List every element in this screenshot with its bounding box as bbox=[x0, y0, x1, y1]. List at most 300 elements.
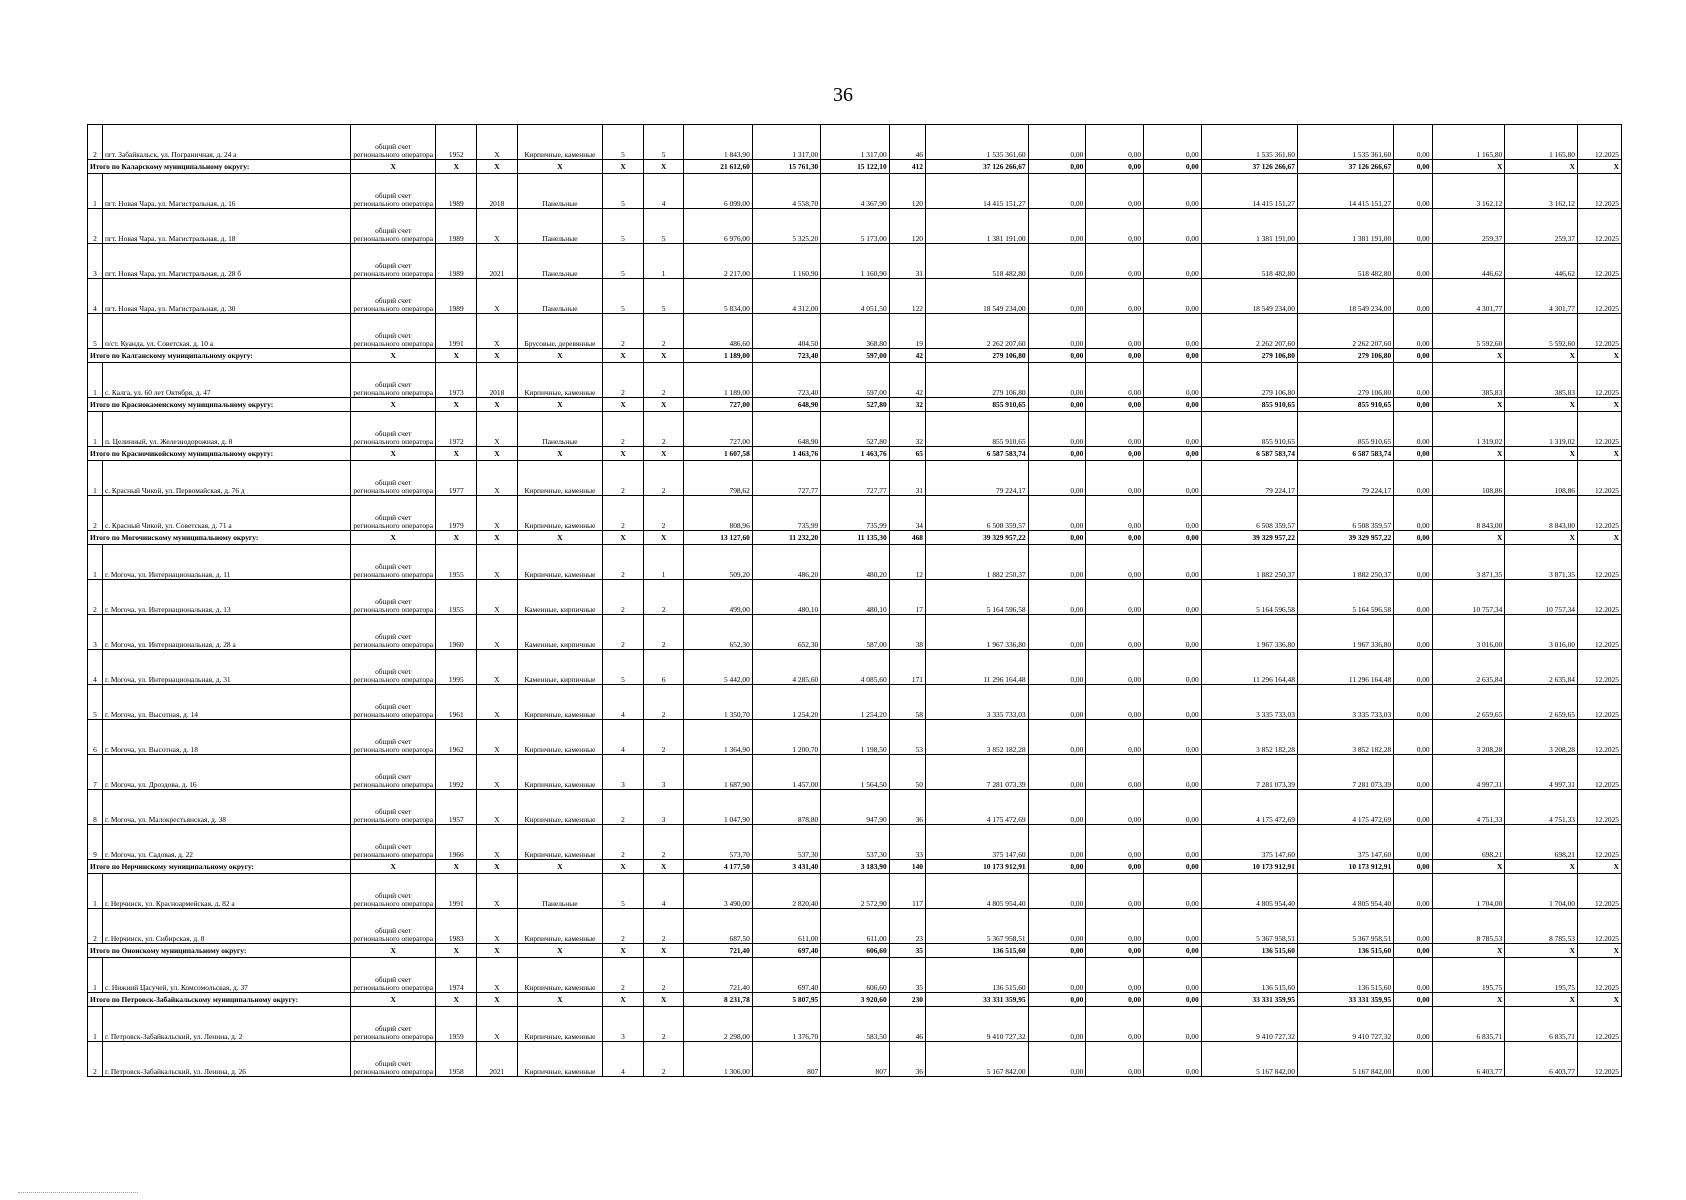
cell-addr: с. Нижний Цасучей, ул. Комсомольская, д. 37 bbox=[102, 958, 350, 993]
cell-f2: 0,00 bbox=[1086, 993, 1144, 1007]
table-row bbox=[88, 363, 1622, 398]
cell-date: 12.2025 bbox=[1578, 496, 1622, 531]
cell-f5: 4 805 954,40 bbox=[1297, 874, 1393, 909]
cell-f6: 0,00 bbox=[1394, 580, 1432, 615]
cell-date: X bbox=[1578, 531, 1622, 545]
cell-a3: 480,20 bbox=[821, 545, 889, 580]
cell-f3: 0,00 bbox=[1144, 720, 1202, 755]
cell-n: 1 bbox=[88, 1007, 103, 1042]
cell-total: 10 173 912,91 bbox=[925, 860, 1028, 874]
cell-total: 3 335 733,03 bbox=[925, 685, 1028, 720]
district-total-row bbox=[88, 531, 1622, 545]
cell-f2: 0,00 bbox=[1086, 790, 1144, 825]
cell-f2: 0,00 bbox=[1086, 174, 1144, 209]
cell-f1: 0,00 bbox=[1028, 447, 1086, 461]
cell-n: 1 bbox=[88, 412, 103, 447]
cell-u2: 8 785,53 bbox=[1505, 909, 1578, 944]
cell-total: 1 967 336,80 bbox=[925, 615, 1028, 650]
cell-n: 2 bbox=[88, 909, 103, 944]
cell-f2: 0,00 bbox=[1086, 720, 1144, 755]
cell-recon: X bbox=[477, 209, 518, 244]
cell-year: 1977 bbox=[436, 461, 477, 496]
cell-year: 1989 bbox=[436, 279, 477, 314]
cell-a3: 1 254,20 bbox=[821, 685, 889, 720]
cell-f3: 0,00 bbox=[1144, 461, 1202, 496]
cell-total: 5 367 958,51 bbox=[925, 909, 1028, 944]
cell-label: Итого по Красночикойскому муниципальному округу: bbox=[88, 447, 351, 461]
cell-a3: 1 160,90 bbox=[821, 244, 889, 279]
cell-res: 33 bbox=[889, 825, 925, 860]
cell-f5: 6 508 359,57 bbox=[1297, 496, 1393, 531]
cell-f5: 79 224,17 bbox=[1297, 461, 1393, 496]
cell-a2: 611,00 bbox=[752, 909, 820, 944]
cell-f6: 0,00 bbox=[1394, 531, 1432, 545]
cell-date: 12.2025 bbox=[1578, 825, 1622, 860]
cell-f4: 5 164 596,58 bbox=[1201, 580, 1297, 615]
cell-f5: 11 296 164,48 bbox=[1297, 650, 1393, 685]
cell-a3: 807 bbox=[821, 1042, 889, 1077]
cell-a3: 611,00 bbox=[821, 909, 889, 944]
cell-entr: 1 bbox=[643, 545, 684, 580]
table-row bbox=[88, 209, 1622, 244]
cell-f4: 33 331 359,95 bbox=[1201, 993, 1297, 1007]
cell-a3: 2 572,90 bbox=[821, 874, 889, 909]
cell-year: 1989 bbox=[436, 209, 477, 244]
cell-n: 3 bbox=[88, 244, 103, 279]
cell-u1: 8 785,53 bbox=[1432, 909, 1505, 944]
cell-method: общий счет регионального оператора bbox=[350, 958, 436, 993]
cell-f1: 0,00 bbox=[1028, 993, 1086, 1007]
cell-res: 42 bbox=[889, 363, 925, 398]
cell-f2: 0,00 bbox=[1086, 755, 1144, 790]
cell-u2: 259,37 bbox=[1505, 209, 1578, 244]
cell-f5: 136 515,60 bbox=[1297, 944, 1393, 958]
cell-res: 58 bbox=[889, 685, 925, 720]
cell-a1: 3 490,00 bbox=[684, 874, 752, 909]
cell-method: X bbox=[350, 160, 436, 174]
cell-a1: 1 189,00 bbox=[684, 349, 752, 363]
cell-f5: 279 106,80 bbox=[1297, 363, 1393, 398]
cell-f4: 3 335 733,03 bbox=[1201, 685, 1297, 720]
cell-method: общий счет регионального оператора bbox=[350, 720, 436, 755]
cell-f2: 0,00 bbox=[1086, 496, 1144, 531]
cell-f5: 14 415 151,27 bbox=[1297, 174, 1393, 209]
cell-f3: 0,00 bbox=[1144, 993, 1202, 1007]
cell-f1: 0,00 bbox=[1028, 825, 1086, 860]
district-total-row bbox=[88, 944, 1622, 958]
cell-entr: X bbox=[643, 447, 684, 461]
cell-u2: X bbox=[1505, 944, 1578, 958]
cell-floors: 4 bbox=[603, 685, 644, 720]
cell-year: X bbox=[436, 398, 477, 412]
cell-addr: пгт. Новая Чара, ул. Магистральная, д. 18 bbox=[102, 209, 350, 244]
cell-a2: 807 bbox=[752, 1042, 820, 1077]
cell-n: 3 bbox=[88, 615, 103, 650]
cell-wall: Кирпичные, каменные bbox=[517, 363, 603, 398]
cell-wall: Панельные bbox=[517, 209, 603, 244]
cell-f4: 375 147,60 bbox=[1201, 825, 1297, 860]
cell-total: 518 482,80 bbox=[925, 244, 1028, 279]
cell-wall: Кирпичные, каменные bbox=[517, 755, 603, 790]
cell-wall: X bbox=[517, 944, 603, 958]
cell-a1: 6 099,00 bbox=[684, 174, 752, 209]
cell-u2: 3 208,28 bbox=[1505, 720, 1578, 755]
cell-res: 34 bbox=[889, 496, 925, 531]
cell-f1: 0,00 bbox=[1028, 279, 1086, 314]
cell-entr: 5 bbox=[643, 125, 684, 160]
cell-res: 140 bbox=[889, 860, 925, 874]
cell-u2: 4 301,77 bbox=[1505, 279, 1578, 314]
cell-a1: 13 127,60 bbox=[684, 531, 752, 545]
cell-floors: 2 bbox=[603, 461, 644, 496]
cell-label: Итого по Петровск-Забайкальскому муниципальному округу: bbox=[88, 993, 351, 1007]
cell-n: 1 bbox=[88, 461, 103, 496]
cell-year: 1992 bbox=[436, 755, 477, 790]
cell-date: X bbox=[1578, 993, 1622, 1007]
cell-f3: 0,00 bbox=[1144, 209, 1202, 244]
cell-a1: 2 298,00 bbox=[684, 1007, 752, 1042]
cell-a3: 537,30 bbox=[821, 825, 889, 860]
cell-f4: 3 852 182,28 bbox=[1201, 720, 1297, 755]
cell-date: X bbox=[1578, 160, 1622, 174]
cell-method: общий счет регионального оператора bbox=[350, 615, 436, 650]
cell-year: X bbox=[436, 860, 477, 874]
cell-entr: X bbox=[643, 860, 684, 874]
cell-n: 2 bbox=[88, 209, 103, 244]
cell-u2: 6 403,77 bbox=[1505, 1042, 1578, 1077]
cell-a3: 597,00 bbox=[821, 349, 889, 363]
cell-date: 12.2025 bbox=[1578, 1042, 1622, 1077]
cell-f5: 1 882 250,37 bbox=[1297, 545, 1393, 580]
cell-f1: 0,00 bbox=[1028, 160, 1086, 174]
cell-date: 12.2025 bbox=[1578, 279, 1622, 314]
cell-total: 855 910,65 bbox=[925, 412, 1028, 447]
cell-f2: 0,00 bbox=[1086, 160, 1144, 174]
cell-entr: 2 bbox=[643, 958, 684, 993]
cell-addr: г. Нерчинск, ул. Сибирская, д. 8 bbox=[102, 909, 350, 944]
cell-f1: 0,00 bbox=[1028, 958, 1086, 993]
cell-n: 1 bbox=[88, 174, 103, 209]
cell-res: 468 bbox=[889, 531, 925, 545]
cell-a3: 11 135,30 bbox=[821, 531, 889, 545]
cell-a3: 4 367,90 bbox=[821, 174, 889, 209]
cell-entr: 5 bbox=[643, 279, 684, 314]
cell-u1: 3 208,28 bbox=[1432, 720, 1505, 755]
cell-entr: 2 bbox=[643, 615, 684, 650]
cell-f1: 0,00 bbox=[1028, 1042, 1086, 1077]
cell-wall: X bbox=[517, 447, 603, 461]
cell-u2: 3 162,12 bbox=[1505, 174, 1578, 209]
cell-res: 171 bbox=[889, 650, 925, 685]
cell-total: 11 296 164,48 bbox=[925, 650, 1028, 685]
cell-u2: 1 165,80 bbox=[1505, 125, 1578, 160]
cell-year: 1966 bbox=[436, 825, 477, 860]
cell-method: X bbox=[350, 349, 436, 363]
cell-year: X bbox=[436, 447, 477, 461]
cell-u1: 10 757,34 bbox=[1432, 580, 1505, 615]
cell-a2: 648,90 bbox=[752, 398, 820, 412]
cell-res: 65 bbox=[889, 447, 925, 461]
cell-addr: пгт. Забайкальск, ул. Пограничная, д. 24 а bbox=[102, 125, 350, 160]
cell-method: общий счет регионального оператора bbox=[350, 412, 436, 447]
cell-a2: 5 807,95 bbox=[752, 993, 820, 1007]
cell-year: 1974 bbox=[436, 958, 477, 993]
cell-res: 12 bbox=[889, 545, 925, 580]
cell-f6: 0,00 bbox=[1394, 790, 1432, 825]
cell-f4: 5 167 842,00 bbox=[1201, 1042, 1297, 1077]
cell-f1: 0,00 bbox=[1028, 909, 1086, 944]
cell-res: 120 bbox=[889, 209, 925, 244]
cell-recon: X bbox=[477, 314, 518, 349]
capital-repair-table-wrapper bbox=[87, 124, 1622, 1077]
cell-floors: 5 bbox=[603, 279, 644, 314]
cell-f5: 1 967 336,80 bbox=[1297, 615, 1393, 650]
cell-res: 31 bbox=[889, 244, 925, 279]
cell-f5: 136 515,60 bbox=[1297, 958, 1393, 993]
cell-a2: 480,10 bbox=[752, 580, 820, 615]
cell-f1: 0,00 bbox=[1028, 580, 1086, 615]
cell-floors: X bbox=[603, 160, 644, 174]
cell-year: 1973 bbox=[436, 363, 477, 398]
cell-a2: 697,40 bbox=[752, 944, 820, 958]
cell-f4: 279 106,80 bbox=[1201, 363, 1297, 398]
cell-a3: 5 173,00 bbox=[821, 209, 889, 244]
cell-n: 5 bbox=[88, 685, 103, 720]
cell-f6: 0,00 bbox=[1394, 545, 1432, 580]
cell-entr: 2 bbox=[643, 412, 684, 447]
cell-entr: 5 bbox=[643, 209, 684, 244]
cell-f1: 0,00 bbox=[1028, 860, 1086, 874]
cell-label: Итого по Нерчинскому муниципальному округу: bbox=[88, 860, 351, 874]
cell-method: общий счет регионального оператора bbox=[350, 496, 436, 531]
cell-total: 9 410 727,32 bbox=[925, 1007, 1028, 1042]
cell-recon: X bbox=[477, 349, 518, 363]
cell-method: общий счет регионального оператора bbox=[350, 314, 436, 349]
cell-method: общий счет регионального оператора bbox=[350, 755, 436, 790]
cell-date: 12.2025 bbox=[1578, 545, 1622, 580]
cell-f3: 0,00 bbox=[1144, 314, 1202, 349]
cell-n: 4 bbox=[88, 650, 103, 685]
table-row bbox=[88, 825, 1622, 860]
cell-floors: 3 bbox=[603, 1007, 644, 1042]
cell-wall: X bbox=[517, 860, 603, 874]
cell-a3: 735,99 bbox=[821, 496, 889, 531]
cell-floors: X bbox=[603, 349, 644, 363]
cell-year: 1972 bbox=[436, 412, 477, 447]
cell-n: 2 bbox=[88, 1042, 103, 1077]
cell-n: 1 bbox=[88, 545, 103, 580]
cell-f3: 0,00 bbox=[1144, 615, 1202, 650]
cell-f2: 0,00 bbox=[1086, 244, 1144, 279]
cell-f6: 0,00 bbox=[1394, 496, 1432, 531]
cell-f6: 0,00 bbox=[1394, 720, 1432, 755]
cell-a2: 3 431,40 bbox=[752, 860, 820, 874]
cell-u1: X bbox=[1432, 349, 1505, 363]
cell-u1: 3 162,12 bbox=[1432, 174, 1505, 209]
cell-a1: 1 189,00 bbox=[684, 363, 752, 398]
cell-date: 12.2025 bbox=[1578, 755, 1622, 790]
cell-a3: 4 085,60 bbox=[821, 650, 889, 685]
cell-wall: Панельные bbox=[517, 244, 603, 279]
cell-floors: 2 bbox=[603, 412, 644, 447]
cell-year: X bbox=[436, 993, 477, 1007]
cell-res: 36 bbox=[889, 790, 925, 825]
cell-f1: 0,00 bbox=[1028, 363, 1086, 398]
cell-a3: 727,77 bbox=[821, 461, 889, 496]
cell-u2: X bbox=[1505, 447, 1578, 461]
cell-f6: 0,00 bbox=[1394, 944, 1432, 958]
cell-u1: 3 871,35 bbox=[1432, 545, 1505, 580]
cell-addr: г. Могоча, ул. Высотная, д. 14 bbox=[102, 685, 350, 720]
cell-recon: X bbox=[477, 398, 518, 412]
cell-f4: 518 482,80 bbox=[1201, 244, 1297, 279]
cell-f1: 0,00 bbox=[1028, 790, 1086, 825]
cell-f3: 0,00 bbox=[1144, 650, 1202, 685]
cell-f1: 0,00 bbox=[1028, 685, 1086, 720]
cell-f3: 0,00 bbox=[1144, 944, 1202, 958]
cell-u1: 6 403,77 bbox=[1432, 1042, 1505, 1077]
cell-a2: 4 558,70 bbox=[752, 174, 820, 209]
cell-f2: 0,00 bbox=[1086, 685, 1144, 720]
cell-f5: 375 147,60 bbox=[1297, 825, 1393, 860]
cell-a1: 1 047,90 bbox=[684, 790, 752, 825]
cell-f4: 6 508 359,57 bbox=[1201, 496, 1297, 531]
cell-floors: 2 bbox=[603, 790, 644, 825]
cell-recon: X bbox=[477, 685, 518, 720]
table-row bbox=[88, 1042, 1622, 1077]
cell-f3: 0,00 bbox=[1144, 860, 1202, 874]
cell-total: 5 164 596,58 bbox=[925, 580, 1028, 615]
cell-f3: 0,00 bbox=[1144, 349, 1202, 363]
cell-year: 1979 bbox=[436, 496, 477, 531]
cell-a3: 15 122,10 bbox=[821, 160, 889, 174]
cell-a3: 3 183,90 bbox=[821, 860, 889, 874]
table-row bbox=[88, 874, 1622, 909]
cell-f4: 855 910,65 bbox=[1201, 398, 1297, 412]
cell-res: 53 bbox=[889, 720, 925, 755]
cell-total: 1 535 361,60 bbox=[925, 125, 1028, 160]
cell-entr: 2 bbox=[643, 909, 684, 944]
cell-recon: X bbox=[477, 650, 518, 685]
cell-method: общий счет регионального оператора bbox=[350, 363, 436, 398]
cell-addr: г. Могоча, ул. Высотная, д. 18 bbox=[102, 720, 350, 755]
cell-a2: 1 317,00 bbox=[752, 125, 820, 160]
cell-recon: X bbox=[477, 279, 518, 314]
cell-n: 9 bbox=[88, 825, 103, 860]
cell-entr: X bbox=[643, 993, 684, 1007]
cell-a2: 648,90 bbox=[752, 412, 820, 447]
cell-a3: 368,80 bbox=[821, 314, 889, 349]
cell-entr: 2 bbox=[643, 363, 684, 398]
cell-addr: пгт. Новая Чара, ул. Магистральная, д. 16 bbox=[102, 174, 350, 209]
cell-f1: 0,00 bbox=[1028, 398, 1086, 412]
cell-method: общий счет регионального оператора bbox=[350, 545, 436, 580]
cell-label: Итого по Краснокаменскому муниципальному округу: bbox=[88, 398, 351, 412]
cell-wall: Кирпичные, каменные bbox=[517, 1007, 603, 1042]
cell-entr: X bbox=[643, 349, 684, 363]
cell-f4: 7 281 073,39 bbox=[1201, 755, 1297, 790]
cell-f3: 0,00 bbox=[1144, 125, 1202, 160]
cell-total: 1 882 250,37 bbox=[925, 545, 1028, 580]
cell-entr: X bbox=[643, 398, 684, 412]
cell-method: общий счет регионального оператора bbox=[350, 125, 436, 160]
cell-f5: 4 175 472,69 bbox=[1297, 790, 1393, 825]
cell-u2: 2 659,65 bbox=[1505, 685, 1578, 720]
cell-n: 1 bbox=[88, 874, 103, 909]
cell-u1: X bbox=[1432, 398, 1505, 412]
cell-u1: X bbox=[1432, 944, 1505, 958]
cell-f5: 5 164 596,58 bbox=[1297, 580, 1393, 615]
cell-floors: 5 bbox=[603, 650, 644, 685]
cell-recon: X bbox=[477, 461, 518, 496]
cell-f6: 0,00 bbox=[1394, 993, 1432, 1007]
cell-recon: X bbox=[477, 412, 518, 447]
cell-floors: 5 bbox=[603, 125, 644, 160]
cell-f6: 0,00 bbox=[1394, 825, 1432, 860]
cell-u1: 2 659,65 bbox=[1432, 685, 1505, 720]
cell-u2: 6 835,71 bbox=[1505, 1007, 1578, 1042]
cell-f1: 0,00 bbox=[1028, 615, 1086, 650]
cell-res: 120 bbox=[889, 174, 925, 209]
cell-f2: 0,00 bbox=[1086, 461, 1144, 496]
cell-total: 855 910,65 bbox=[925, 398, 1028, 412]
cell-method: общий счет регионального оператора bbox=[350, 279, 436, 314]
cell-method: общий счет регионального оператора bbox=[350, 461, 436, 496]
cell-f3: 0,00 bbox=[1144, 685, 1202, 720]
cell-res: 31 bbox=[889, 461, 925, 496]
cell-f5: 5 367 958,51 bbox=[1297, 909, 1393, 944]
cell-a1: 727,00 bbox=[684, 398, 752, 412]
cell-floors: 4 bbox=[603, 1042, 644, 1077]
cell-res: 42 bbox=[889, 349, 925, 363]
cell-wall: Кирпичные, каменные bbox=[517, 958, 603, 993]
cell-wall: Каменные, кирпичные bbox=[517, 580, 603, 615]
cell-f4: 79 224,17 bbox=[1201, 461, 1297, 496]
cell-f2: 0,00 bbox=[1086, 398, 1144, 412]
cell-floors: 2 bbox=[603, 545, 644, 580]
cell-date: 12.2025 bbox=[1578, 650, 1622, 685]
cell-u1: X bbox=[1432, 860, 1505, 874]
cell-u1: 4 997,31 bbox=[1432, 755, 1505, 790]
cell-addr: г. Могоча, ул. Садовая, д. 22 bbox=[102, 825, 350, 860]
cell-a2: 404,50 bbox=[752, 314, 820, 349]
page-number: 36 bbox=[833, 84, 853, 106]
cell-recon: X bbox=[477, 755, 518, 790]
cell-f6: 0,00 bbox=[1394, 447, 1432, 461]
cell-year: X bbox=[436, 944, 477, 958]
cell-date: X bbox=[1578, 447, 1622, 461]
cell-u1: X bbox=[1432, 160, 1505, 174]
cell-n: 1 bbox=[88, 958, 103, 993]
cell-u2: X bbox=[1505, 531, 1578, 545]
cell-entr: 2 bbox=[643, 496, 684, 531]
cell-date: 12.2025 bbox=[1578, 1007, 1622, 1042]
table-row bbox=[88, 461, 1622, 496]
cell-u1: 385,83 bbox=[1432, 363, 1505, 398]
cell-method: общий счет регионального оператора bbox=[350, 580, 436, 615]
cell-u1: X bbox=[1432, 531, 1505, 545]
cell-f1: 0,00 bbox=[1028, 755, 1086, 790]
cell-f5: 3 852 182,28 bbox=[1297, 720, 1393, 755]
cell-u2: 385,83 bbox=[1505, 363, 1578, 398]
table-row bbox=[88, 545, 1622, 580]
cell-year: 1961 bbox=[436, 685, 477, 720]
cell-f6: 0,00 bbox=[1394, 160, 1432, 174]
cell-a3: 527,80 bbox=[821, 412, 889, 447]
cell-u1: 5 592,60 bbox=[1432, 314, 1505, 349]
cell-a2: 2 820,40 bbox=[752, 874, 820, 909]
cell-f5: 37 126 266,67 bbox=[1297, 160, 1393, 174]
